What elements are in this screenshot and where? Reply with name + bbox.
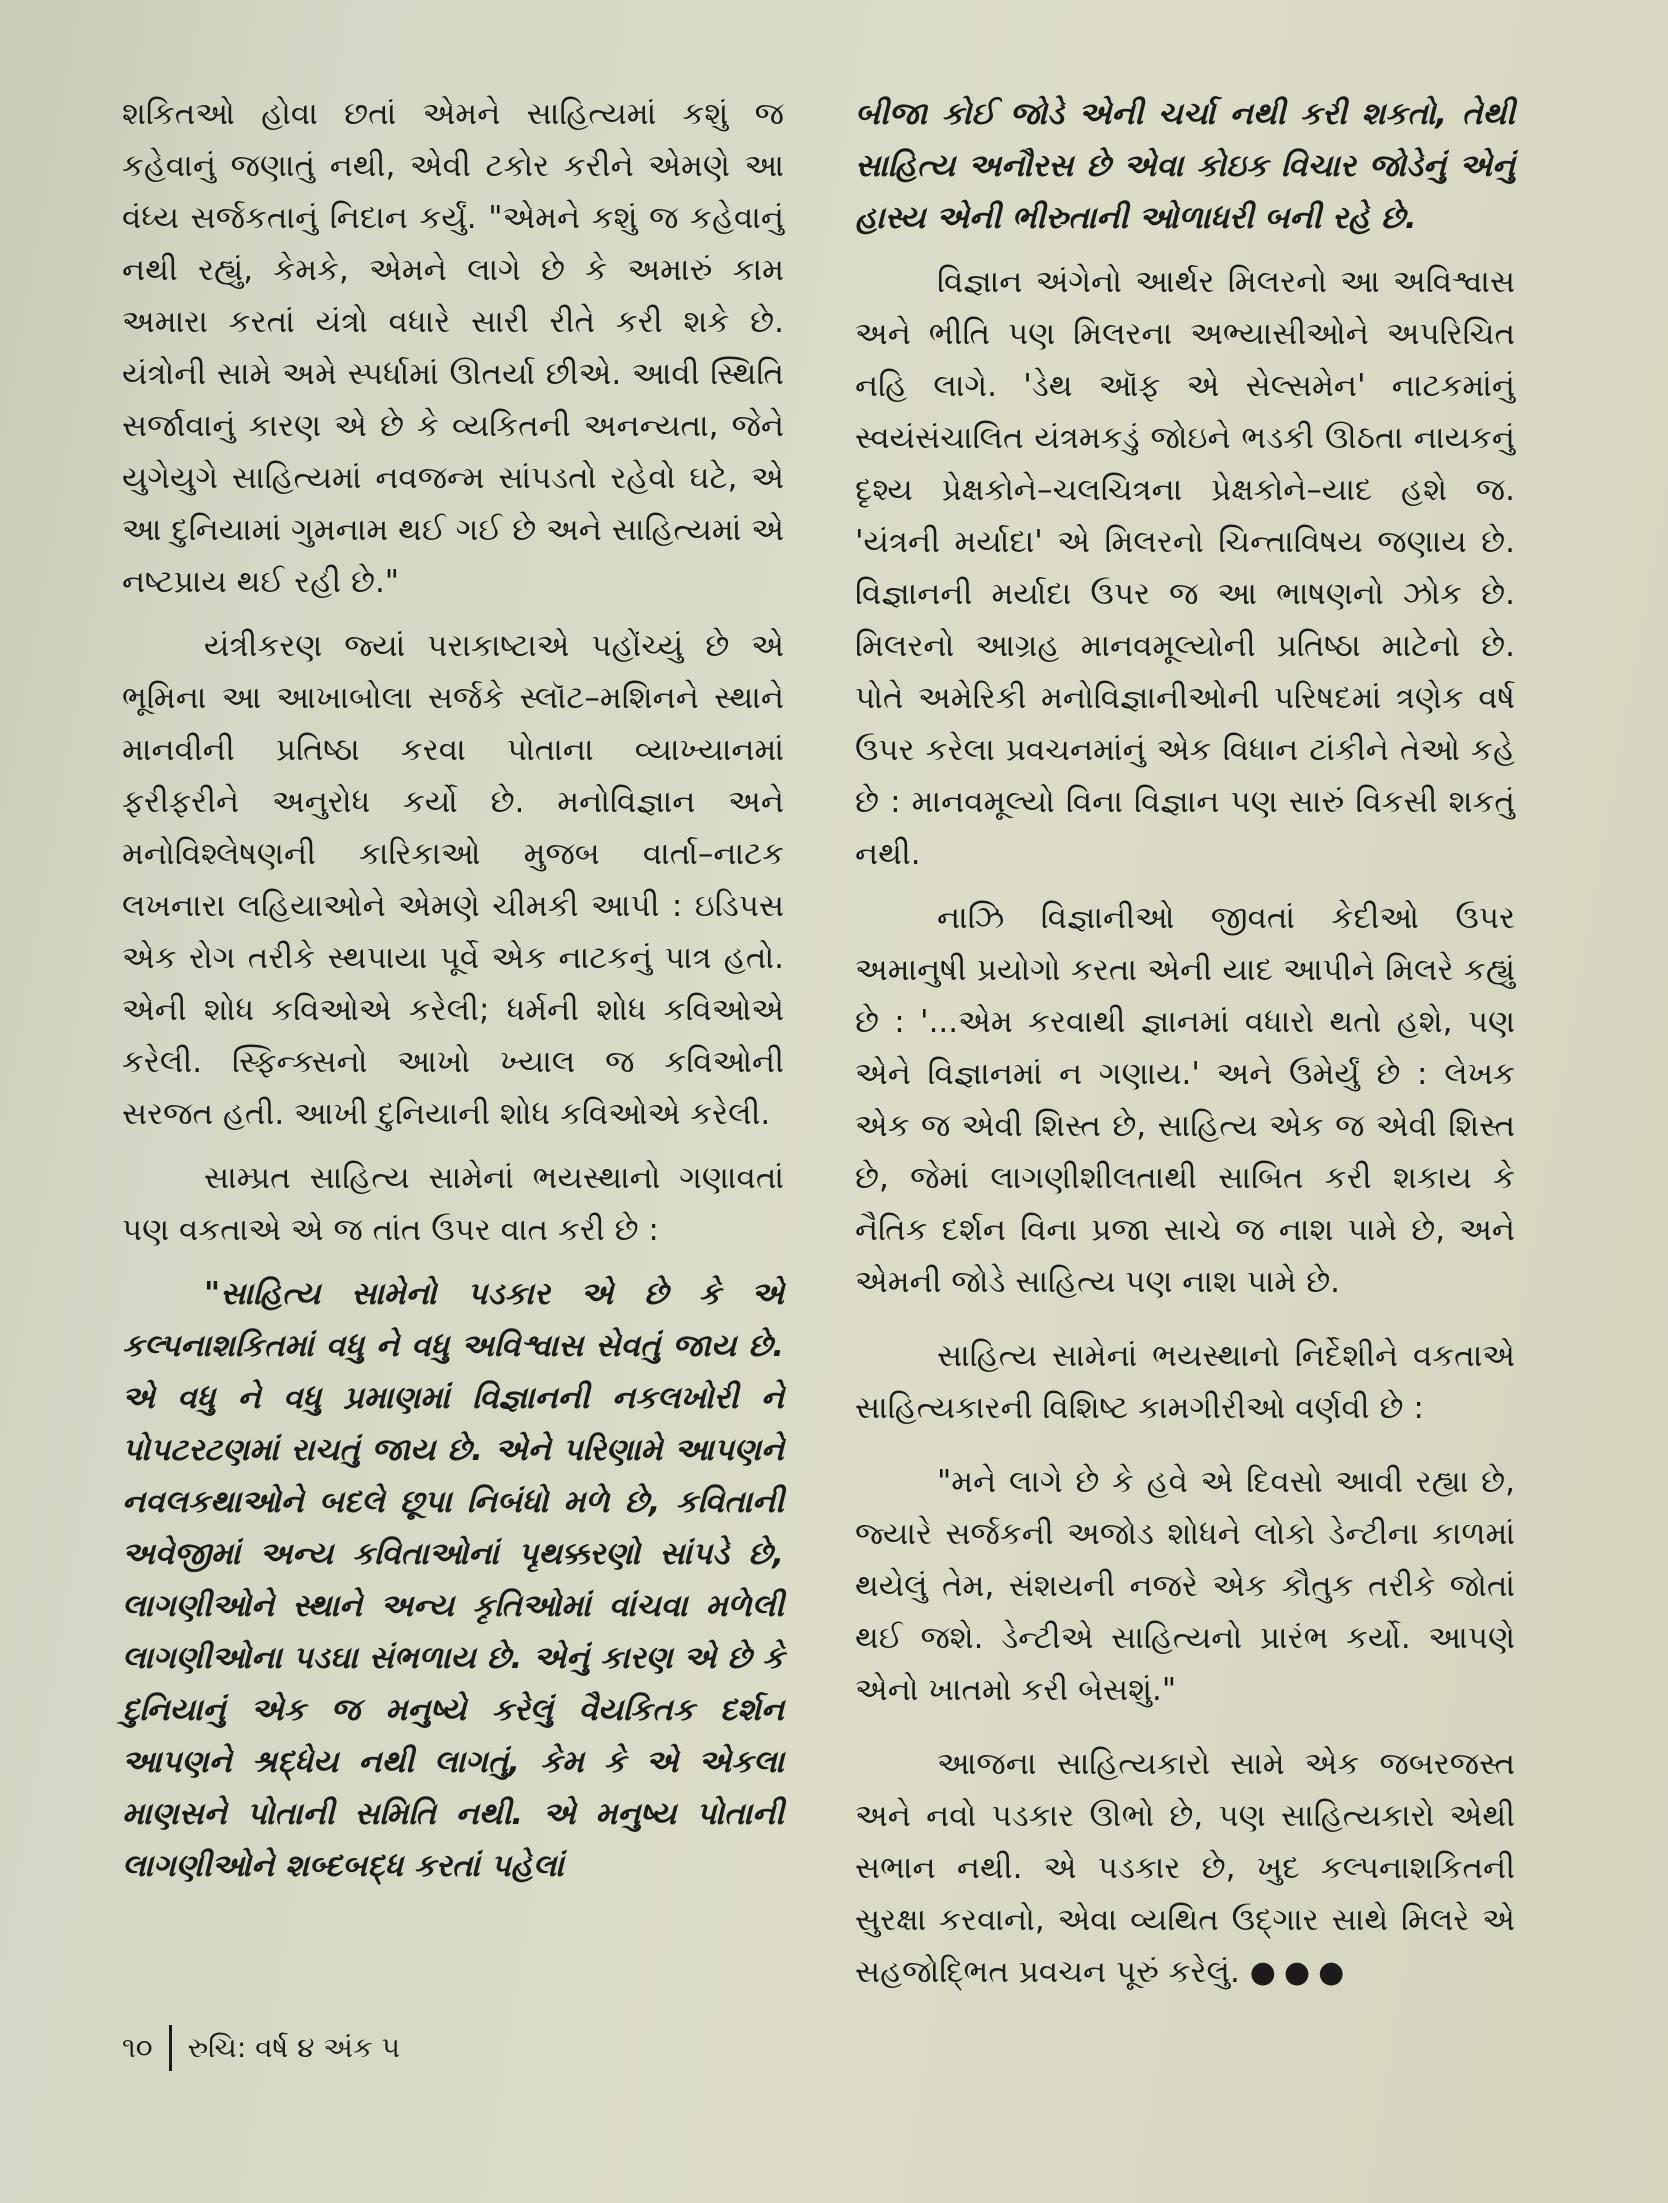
footer-divider [169, 2025, 172, 2071]
right-paragraph-2: વિજ્ઞાન અંગેનો આર્થર મિલરનો આ અવિશ્વાસ અને ભીતિ પણ મિલરના અભ્યાસીઓને અપરિચિત નહિ લાગે. 'ડેથ ઑફ એ સેલ્સમેન' નાટકમાંનું સ્વયંસંચાલિત યંત્રમકડું જોઇને ભડકી ઊઠતા નાયકનું દૃશ્ય પ્રેક્ષકોને–ચલચિત્રના પ્રેક્ષકોને–યાદ હશે જ. 'યંત્રની મર્યાદા' એ મિલરનો ચિન્તાવિષય જણાય છે. વિજ્ઞાનની મર્યાદા ઉપર જ આ ભાષણનો ઝોક છે. મિલરનો આગ્રહ માનવમૂલ્યોની પ્રતિષ્ઠા માટેનો છે. પોતે અમેરિકી મનોવિજ્ઞાનીઓની પરિષદમાં ત્રણેક વર્ષ ઉપર કરેલા પ્રવચનમાંનું એક વિધાન ટાંકીને તેઓ કહે છે : માનવમૂલ્યો વિના વિજ્ઞાન પણ સારું વિકસી શકતું નથી. [855, 264, 1515, 872]
page-number: ૧૦ [122, 2031, 153, 2064]
left-column [122, 88, 784, 1904]
left-quote-paragraph: "સાહિત્ય સામેનો પડકાર એ છે કે એ કલ્પનાશકિતમાં વધુ ને વધુ અવિશ્વાસ સેવતું જાય છે. એ વધુ ને વધુ પ્રમાણમાં વિજ્ઞાનની નકલખોરી ને પોપટરટણમાં રાચતું જાય છે. એને પરિણામે આપણને નવલકથાઓને બદલે છૂપા નિબંધો મળે છે, કવિતાની અવેજીમાં અન્ય કવિતાઓનાં પૃથક્કરણો સાંપડે છે, લાગણીઓને સ્થાને અન્ય કૃતિઓમાં વાંચવા મળેલી લાગણીઓના પડઘા સંભળાય છે. એનું કારણ એ છે કે દુનિયાનું એક જ મનુષ્યે કરેલું વૈયકિતક દર્શન આપણને શ્રદ્ધેય નથી લાગતું, કેમ કે એ એકલા માણસને પોતાની સમિતિ નથી. એ મનુષ્ય પોતાની લાગણીઓને શબ્દબદ્ધ કરતાં પહેલાં [122, 1276, 784, 1884]
page-footer [122, 2025, 400, 2071]
right-paragraph-3: નાઝિ વિજ્ઞાનીઓ જીવતાં કેદીઓ ઉપર અમાનુષી પ્રયોગો કરતા એની યાદ આપીને મિલરે કહ્યું છે : '...એમ કરવાથી જ્ઞાનમાં વધારો થતો હશે, પણ એને વિજ્ઞાનમાં ન ગણાય.' અને ઉમેર્યું છે : લેખક એક જ એવી શિસ્ત છે, સાહિત્ય એક જ એવી શિસ્ત છે, જેમાં લાગણીશીલતાથી સાબિત કરી શકાય કે નૈતિક દર્શન વિના પ્રજા સાચે જ નાશ પામે છે, અને એમની જોડે સાહિત્ય પણ નાશ પામે છે. [855, 900, 1515, 1300]
left-paragraph-2: યંત્રીકરણ જ્યાં પરાકાષ્ટાએ પહોંચ્યું છે એ ભૂમિના આ આખાબોલા સર્જકે સ્લૉટ–મશિનને સ્થાને માનવીની પ્રતિષ્ઠા કરવા પોતાના વ્યાખ્યાનમાં ફરીફરીને અનુરોધ કર્યો છે. મનોવિજ્ઞાન અને મનોવિશ્લેષણની કારિકાઓ મુજબ વાર્તા–નાટક લખનારા લહિયાઓને એમણે ચીમકી આપી : ઇડિપસ એક રોગ તરીકે સ્થપાયા પૂર્વે એક નાટકનું પાત્ર હતો. એની શોધ કવિઓએ કરેલી; ધર્મની શોધ કવિઓએ કરેલી. સ્ફિન્ક્સનો આખો ખ્યાલ જ કવિઓની સરજત હતી. આખી દુનિયાની શોધ કવિઓએ કરેલી. [122, 628, 784, 1132]
left-paragraph-1: શકિતઓ હોવા છતાં એમને સાહિત્યમાં કશું જ કહેવાનું જણાતું નથી, એવી ટકોર કરીને એમણે આ વંધ્ય સર્જકતાનું નિદાન કર્યું. "એમને કશું જ કહેવાનું નથી રહ્યું, કેમકે, એમને લાગે છે કે અમારું કામ અમારા કરતાં યંત્રો વધારે સારી રીતે કરી શકે છે. યંત્રોની સામે અમે સ્પર્ધામાં ઊતર્યા છીએ. આવી સ્થિતિ સર્જાવાનું કારણ એ છે કે વ્યકિતની અનન્યતા, જેને યુગેયુગે સાહિત્યમાં નવજન્મ સાંપડતો રહેવો ઘટે, એ આ દુનિયામાં ગુમનામ થઈ ગઈ છે અને સાહિત્યમાં એ નષ્ટપ્રાય થઈ રહી છે." [122, 96, 784, 600]
closing-text: આજના સાહિત્યકારો સામે એક જબરજસ્ત અને નવો પડકાર ઊભો છે, પણ સાહિત્યકારો એથી સભાન નથી. એ પડકાર છે, ખુદ કલ્પનાશકિતની સુરક્ષા કરવાનો, એવા વ્યથિત ઉદ્ગાર સાથે મિલરે એ સહજોદ્ભિત પ્રવચન પૂરું કરેલું. [855, 1746, 1515, 1990]
right-paragraph-4: સાહિત્ય સામેનાં ભયસ્થાનો નિર્દેશીને વકતાએ સાહિત્યકારની વિશિષ્ટ કામગીરીઓ વર્ણવી છે : [855, 1338, 1515, 1426]
left-paragraph-3: સામ્પ્રત સાહિત્ય સામેનાં ભયસ્થાનો ગણાવતાં પણ વકતાએ એ જ તાંત ઉપર વાત કરી છે : [122, 1160, 784, 1248]
right-column [855, 88, 1515, 2011]
issue-label: રુચિ: વર્ષ ૪ અંક ૫ [187, 2031, 401, 2064]
right-quote-continuation: બીજા કોઈ જોડે એની ચર્ચા નથી કરી શકતો, તેથી સાહિત્ય અનૌરસ છે એવા કોઇક વિચાર જોડેનું એનું હાસ્ય એની ભીરુતાની ઓળાધરી બની રહે છે. [855, 96, 1515, 236]
right-quote-paragraph: "મને લાગે છે કે હવે એ દિવસો આવી રહ્યા છે, જ્યારે સર્જકની અજોડ શોધને લોકો ડેન્ટીના કાળમાં થયેલું તેમ, સંશયની નજરે એક કૌતુક તરીકે જોતાં થઈ જશે. ડેન્ટીએ સાહિત્યનો પ્રારંભ કર્યો. આપણે એનો ખાતમો કરી બેસશું." [855, 1464, 1515, 1708]
right-paragraph-6 [855, 1738, 1515, 1999]
end-mark: ●●● [1249, 1955, 1353, 1990]
